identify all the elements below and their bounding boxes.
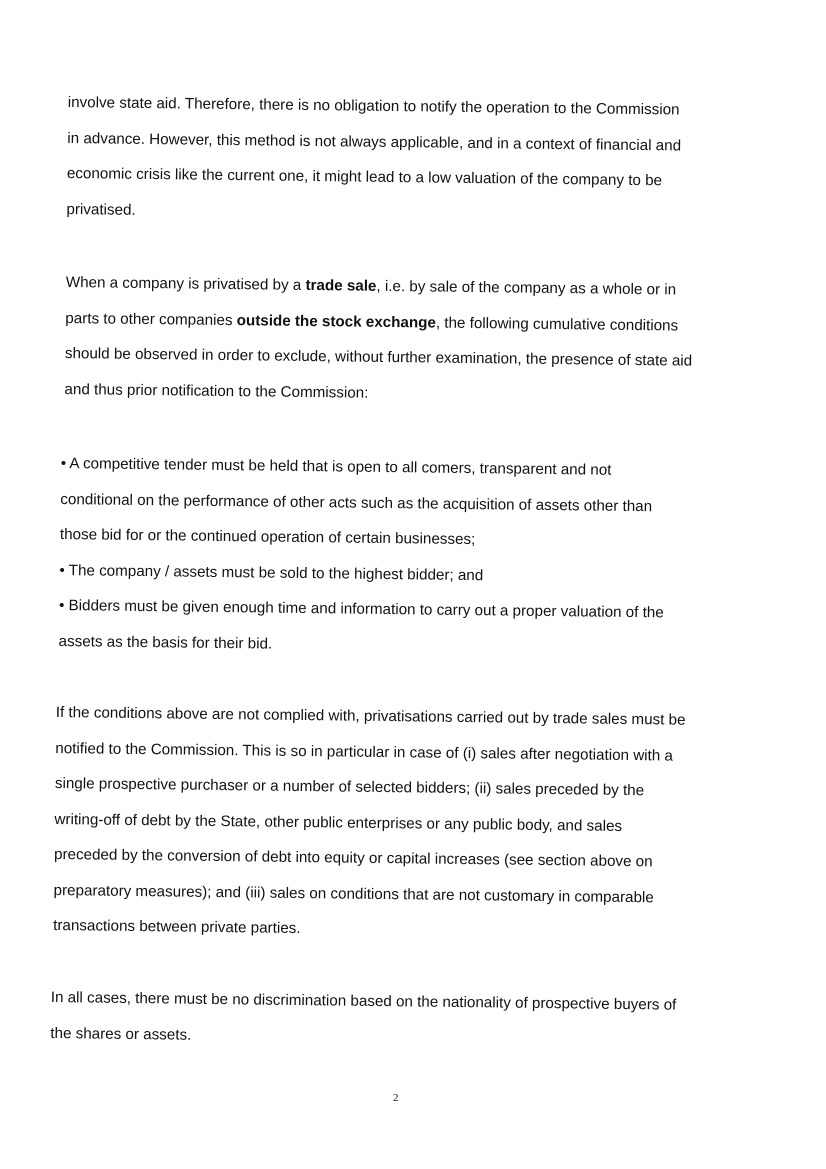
text-line: In all cases, there must be no discrimination based on the nationality of prospective buyers of — [50, 988, 677, 1014]
list-item: • Bidders must be given enough time and information to carry out a proper valuation of the — [58, 596, 664, 622]
text-line: privatised. — [66, 200, 136, 219]
text-run: , the following cumulative conditions — [435, 314, 679, 334]
text-line: the shares or assets. — [50, 1024, 192, 1044]
emphasis-outside-stock-exchange: outside the stock exchange — [236, 311, 436, 332]
text-run: parts to other companies — [65, 309, 237, 329]
text-line: notified to the Commission. This is so in particular in case of (i) sales after negotiation with a — [55, 739, 674, 765]
paragraph-trade-sale — [64, 265, 756, 415]
text-line: If the conditions above are not complied with, privatisations carried out by trade sales must be — [55, 703, 686, 729]
text-run: When a company is privatised by a — [65, 273, 306, 294]
paragraph-privatisation-method — [66, 85, 758, 235]
text-line: preceded by the conversion of debt into equity or capital increases (see section above on — [53, 845, 653, 871]
text-line: economic crisis like the current one, it might lead to a low valuation of the company to be — [66, 164, 663, 190]
bullet-list-conditions — [58, 446, 751, 667]
text-run: , i.e. by sale of the company as a whole or in — [376, 277, 677, 299]
text-line: in advance. However, this method is not always applicable, and in a context of financial and — [67, 129, 682, 154]
text-line: those bid for or the continued operation of certain businesses; — [59, 525, 476, 549]
text-line: should be observed in order to exclude, without further examination, the presence of state aid — [64, 344, 693, 370]
text-line: and thus prior notification to the Commission: — [64, 380, 369, 402]
paragraph-non-discrimination — [50, 980, 741, 1059]
text-line: assets as the basis for their bid. — [58, 632, 273, 653]
text-line: single prospective purchaser or a number of selected bidders; (ii) sales preceded by the — [54, 774, 645, 800]
text-line: writing-off of debt by the State, other public enterprises or any public body, and sales — [54, 810, 623, 835]
text-line: conditional on the performance of other acts such as the acquisition of assets other than — [60, 490, 653, 515]
emphasis-trade-sale: trade sale — [305, 276, 377, 295]
list-item: • The company / assets must be sold to the highest bidder; and — [59, 561, 484, 584]
text-line: preparatory measures); and (iii) sales on conditions that are not customary in comparable — [53, 881, 654, 906]
text-line: transactions between private parties. — [53, 916, 301, 938]
page-number: 2 — [393, 1092, 399, 1104]
text-line: involve state aid. Therefore, there is no obligation to notify the operation to the Commission — [67, 93, 680, 119]
list-item: • A competitive tender must be held that is open to all comers, transparent and not — [60, 454, 612, 479]
paragraph-notification-cases — [53, 695, 746, 952]
